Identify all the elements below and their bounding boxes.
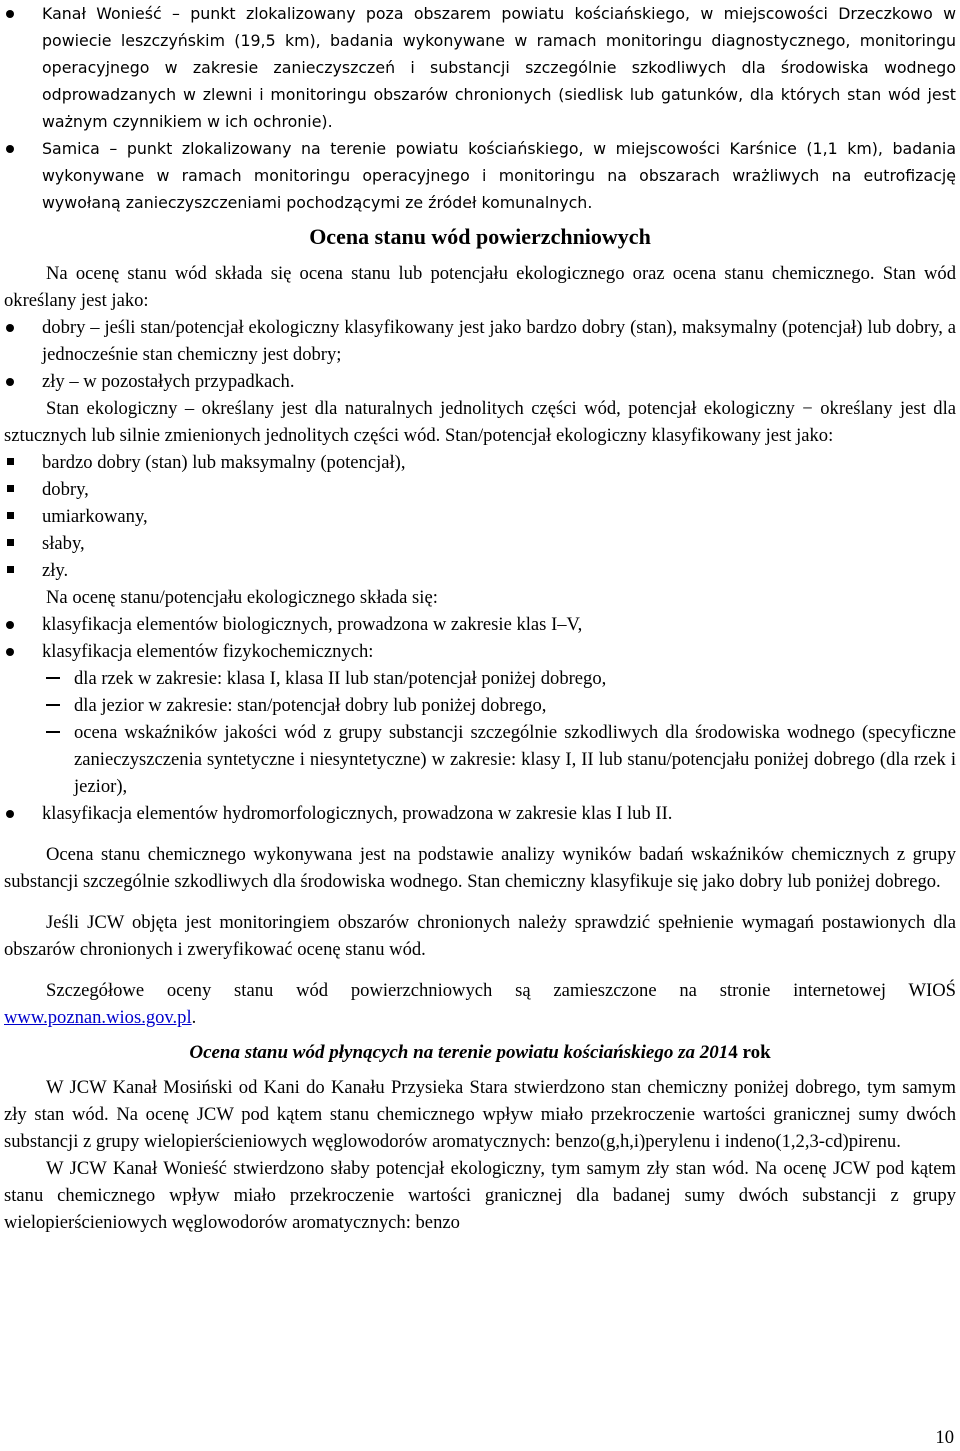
square-bullet-icon [7, 458, 14, 465]
list-item-text: dla jezior w zakresie: stan/potencjał dobry lub poniżej dobrego, [74, 695, 547, 716]
list-item [4, 368, 956, 395]
bullet-icon [6, 621, 14, 629]
list-item-text: dla rzek w zakresie: klasa I, klasa II lub stan/potencjał poniżej dobrego, [74, 668, 607, 689]
subsection-heading-text: Ocena stanu wód płynących na terenie powiatu kościańskiego za 201 [189, 1042, 729, 1063]
square-bullet-icon [7, 539, 14, 546]
bullet-icon [6, 324, 14, 332]
paragraph [4, 977, 956, 1031]
square-bullet-icon [7, 485, 14, 492]
assessment-list [4, 611, 956, 665]
paragraph: Na ocenę stanu wód składa się ocena stanu lub potencjału ekologicznego oraz ocena stanu chemicznego. Stan wód określany jest jako: [4, 263, 956, 311]
paragraph-text: Szczegółowe oceny stanu wód powierzchniowych są zamieszczone na stronie internetowej WIOŚ [46, 980, 956, 1001]
list-item [4, 800, 956, 827]
list-item [4, 449, 956, 476]
list-item [4, 665, 956, 692]
list-item-text: Samica – punkt zlokalizowany na terenie powiatu kościańskiego, w miejscowości Karśnice (1,1 km), badania wykonywane w ramach monitoringu operacyjnego i monitoringu na obszarach wrażliwych na eutrofizację wywołaną zanieczyszczeniami pochodzącymi ze źródeł komunalnych. [42, 139, 956, 212]
dash-bullet-icon [46, 704, 60, 706]
bullet-icon [6, 810, 14, 818]
section-heading: Ocena stanu wód powierzchniowych [309, 224, 651, 249]
list-item-text: klasyfikacja elementów biologicznych, prowadzona w zakresie klas I–V, [42, 614, 583, 635]
bullet-icon [6, 145, 14, 153]
list-item [4, 0, 956, 135]
paragraph: Stan ekologiczny – określany jest dla naturalnych jednolitych części wód, potencjał ekologiczny − określany jest dla sztucznych lub silnie zmienionych jednolitych części wód. Stan/potencjał ekologiczny klasyfikowany jest jako: [4, 398, 956, 446]
list-item-text: dobry, [42, 479, 89, 500]
list-item-text: klasyfikacja elementów hydromorfologicznych, prowadzona w zakresie klas I lub II. [42, 803, 673, 824]
physicochemical-list [4, 665, 956, 800]
paragraph: Ocena stanu chemicznego wykonywana jest na podstawie analizy wyników badań wskaźników chemicznych z grupy substancji szczególnie szkodliwych dla środowiska wodnego. Stan chemiczny klasyfikuje się jako dobry lub poniżej dobrego. [4, 844, 956, 892]
list-item-text: umiarkowany, [42, 506, 148, 527]
bullet-icon [6, 648, 14, 656]
subsection-heading-year: 4 rok [728, 1042, 771, 1063]
state-list [4, 314, 956, 395]
list-item [4, 503, 956, 530]
monitoring-points-list [4, 0, 956, 216]
list-item [4, 557, 956, 584]
list-item [4, 476, 956, 503]
paragraph: W JCW Kanał Wonieść stwierdzono słaby potencjał ekologiczny, tym samym zły stan wód. Na ocenę JCW pod kątem stanu chemicznego wpływ miało przekroczenie wartości granicznej dla badanej sumy dwóch substancji z grupy wielopierścieniowych węglowodorów aromatycznych: benzo [4, 1158, 956, 1233]
list-item-text: Kanał Wonieść – punkt zlokalizowany poza obszarem powiatu kościańskiego, w miejscowości Drzeczkowo w powiecie leszczyńskim (19,5 km), badania wykonywane w ramach monitoringu diagnostycznego, monitoringu operacyjnego w zakresie zanieczyszczeń i substancji szczególnie szkodliwych dla środowiska wodnego odprowadzanych w zlewni i monitoringu obszarów chronionych (siedlisk lub gatunków, dla których stan wód jest ważnym czynnikiem w ich ochronie). [42, 4, 956, 131]
dash-bullet-icon [46, 677, 60, 679]
subsection-heading [4, 1039, 956, 1066]
list-item [4, 135, 956, 216]
bullet-icon [6, 10, 14, 18]
paragraph: Jeśli JCW objęta jest monitoringiem obszarów chronionych należy sprawdzić spełnienie wymagań postawionych dla obszarów chronionych i zweryfikować ocenę stanu wód. [4, 912, 956, 960]
list-item-text: bardzo dobry (stan) lub maksymalny (potencjał), [42, 452, 406, 473]
dash-bullet-icon [46, 731, 60, 733]
paragraph: W JCW Kanał Mosiński od Kani do Kanału Przysieka Stara stwierdzono stan chemiczny poniżej dobrego, tym samym zły stan wód. Na ocenę JCW pod kątem stanu chemicznego wpływ miało przekroczenie wartości granicznej sumy dwóch substancji z grupy wielopierścieniowych węglowodorów aromatycznych: benzo(g,h,i)perylenu i indeno(1,2,3-cd)pirenu. [4, 1077, 956, 1152]
list-item-text: zły. [42, 560, 69, 581]
list-item [4, 638, 956, 665]
list-item-text: dobry – jeśli stan/potencjał ekologiczny klasyfikowany jest jako bardzo dobry (stan), maksymalny (potencjał) lub dobry, a jednocześnie stan chemiczny jest dobry; [42, 317, 956, 365]
bullet-icon [6, 378, 14, 386]
list-item-text: ocena wskaźników jakości wód z grupy substancji szczególnie szkodliwych dla środowiska wodnego (specyficzne zanieczyszczenia syntetyczne i niesyntetyczne) w zakresie: klasy I, II lub stanu/potencjału poniżej dobrego (dla rzek i jezior), [74, 722, 956, 797]
list-item-text: słaby, [42, 533, 85, 554]
assessment-list-continued [4, 800, 956, 827]
list-item [4, 719, 956, 800]
paragraph-text: . [191, 1007, 197, 1028]
square-bullet-icon [7, 566, 14, 573]
page-number: 10 [935, 1427, 954, 1448]
list-item-text: zły – w pozostałych przypadkach. [42, 371, 295, 392]
list-item-text: klasyfikacja elementów fizykochemicznych: [42, 641, 374, 662]
list-item [4, 314, 956, 368]
list-item [4, 611, 956, 638]
wios-website-link[interactable]: www.poznan.wios.gov.pl [4, 1007, 192, 1028]
list-item [4, 692, 956, 719]
paragraph: Na ocenę stanu/potencjału ekologicznego składa się: [46, 587, 438, 608]
square-bullet-icon [7, 512, 14, 519]
classes-list [4, 449, 956, 584]
list-item [4, 530, 956, 557]
